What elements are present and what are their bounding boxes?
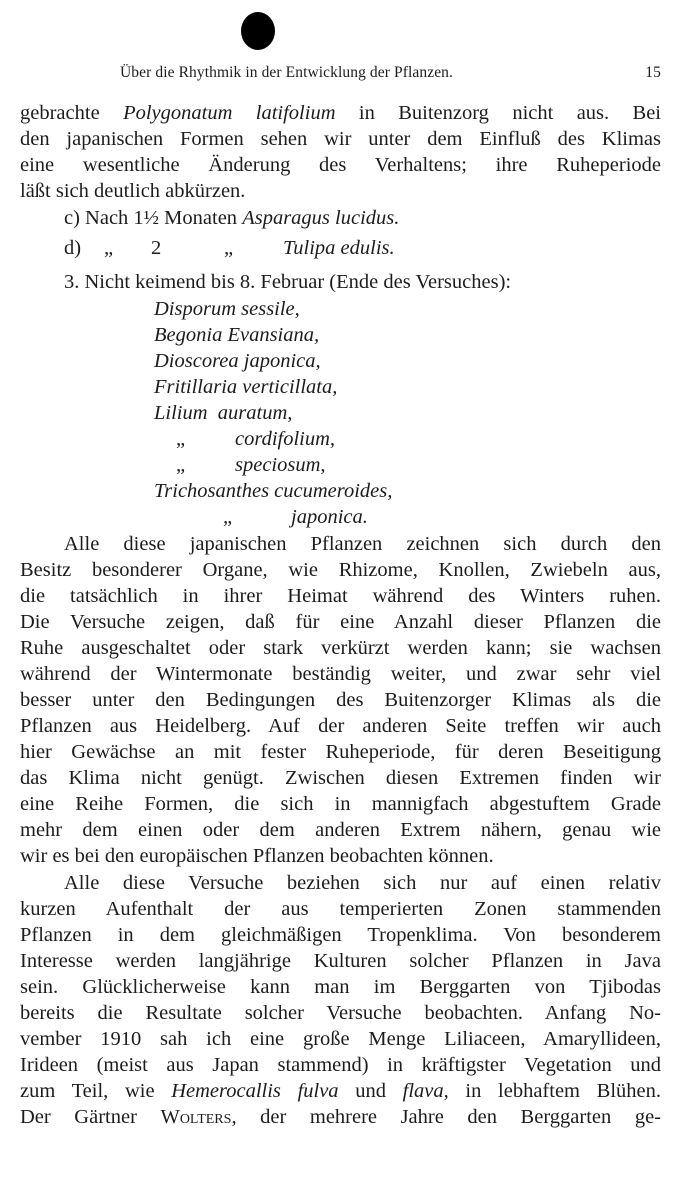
text-line: sein. Glücklicherweise kann man im Berggarten von Tjibodas <box>20 976 661 998</box>
ditto-mark: „ <box>224 237 234 259</box>
species-item: Trichosanthes cucumeroides, <box>154 480 393 502</box>
text-line: Alle diese Versuche beziehen sich nur auf einen relativ <box>64 872 661 894</box>
result-list <box>20 205 661 295</box>
text-line <box>20 1078 661 1104</box>
text-line: besser unter den Bedingungen des Buitenzorger Klimas als die <box>20 689 661 711</box>
list-item-3: 3. Nicht keimend bis 8. Februar (Ende des Versuches): <box>64 271 512 293</box>
species-list <box>20 296 661 530</box>
species-epithet: japonica. <box>291 506 368 528</box>
text-line <box>20 100 661 126</box>
text-span: d) <box>64 237 82 259</box>
text-line: hier Gewächse an mit fester Ruheperiode, für deren Beseitigung <box>20 741 661 763</box>
text-line: wir es bei den europäischen Pflanzen beobachten können. <box>20 845 494 867</box>
text-line: eine wesentliche Änderung des Verhaltens; ihre Ruheperiode <box>20 154 661 176</box>
species-item <box>20 452 661 478</box>
ditto-mark: „ <box>223 506 233 528</box>
text-line: Ruhe ausgeschaltet oder stark verkürzt werden kann; sie wachsen <box>20 637 661 659</box>
species-name: Asparagus lucidus. <box>242 207 400 229</box>
running-title: Über die Rhythmik in der Entwicklung der Pflanzen. <box>120 64 454 81</box>
species-item <box>20 426 661 452</box>
species-item: Dioscorea japonica, <box>154 350 321 372</box>
text-line: das Klima nicht genügt. Zwischen diesen Extremen finden wir <box>20 767 661 789</box>
text-line: bereits die Resultate solcher Versuche beobachten. Anfang No- <box>20 1002 661 1024</box>
text-line: Pflanzen aus Heidelberg. Auf der anderen Seite treffen wir auch <box>20 715 661 737</box>
ditto-mark: „ <box>176 454 186 476</box>
text-line: während der Wintermonate beständig weiter, und zwar sehr viel <box>20 663 661 685</box>
species-item: Lilium auratum, <box>154 402 293 424</box>
species-item: Disporum sessile, <box>154 298 300 320</box>
page-number: 15 <box>645 64 661 81</box>
text-span: 2 <box>151 237 162 259</box>
text-span: , der mehrere Jahre den Berggarten ge- <box>231 1106 661 1128</box>
person-name: Wolters <box>160 1106 232 1128</box>
species-item <box>20 504 661 530</box>
page-body <box>20 100 661 1130</box>
text-line: Irideen (meist aus Japan stammend) in kräftigster Vegetation und <box>20 1054 661 1076</box>
species-epithet: cordifolium, <box>235 428 336 450</box>
text-span: gebrachte <box>20 102 124 124</box>
text-span: und <box>338 1080 403 1102</box>
species-item: Begonia Evansiana, <box>154 324 320 346</box>
paragraph-3 <box>20 870 661 1130</box>
text-line: Die Versuche zeigen, daß für eine Anzahl dieser Pflanzen die <box>20 611 661 633</box>
text-line: die tatsächlich in ihrer Heimat während des Winters ruhen. <box>20 585 661 607</box>
punch-hole <box>241 12 275 50</box>
text-line: mehr dem einen oder dem anderen Extrem nähern, genau wie <box>20 819 661 841</box>
species-name: Hemerocallis fulva <box>171 1080 339 1102</box>
species-name: Tulipa edulis. <box>283 237 395 259</box>
list-item-d <box>20 235 661 261</box>
text-line: kurzen Aufenthalt der aus temperierten Zonen stammenden <box>20 898 661 920</box>
text-span: zum Teil, wie <box>20 1080 172 1102</box>
text-line: eine Reihe Formen, die sich in mannigfach abgestuftem Grade <box>20 793 661 815</box>
species-name: flava, <box>402 1080 449 1102</box>
text-line: Pflanzen in dem gleichmäßigen Tropenklima. Von besonderem <box>20 924 661 946</box>
species-item: Fritillaria verticillata, <box>154 376 338 398</box>
text-line: vember 1910 sah ich eine große Menge Liliaceen, Amaryllideen, <box>20 1028 661 1050</box>
species-epithet: speciosum, <box>235 454 326 476</box>
text-span: Der Gärtner <box>20 1106 161 1128</box>
text-line: Alle diese japanischen Pflanzen zeichnen sich durch den <box>64 533 661 555</box>
ditto-mark: „ <box>104 237 114 259</box>
paragraph-1 <box>20 100 661 204</box>
text-line: läßt sich deutlich abkürzen. <box>20 180 246 202</box>
text-span: c) Nach 1½ Monaten <box>64 207 243 229</box>
text-line: Interesse werden langjährige Kulturen solcher Pflanzen in Java <box>20 950 661 972</box>
text-span: in Buitenzorg nicht aus. Bei <box>335 102 662 124</box>
ditto-mark: „ <box>176 428 186 450</box>
paragraph-2 <box>20 531 661 869</box>
text-line: Besitz besonderer Organe, wie Rhizome, Knollen, Zwiebeln aus, <box>20 559 661 581</box>
species-name: Polygonatum latifolium <box>123 102 336 124</box>
text-line <box>20 1104 661 1130</box>
list-item-c <box>20 205 661 231</box>
text-span: in lebhaftem Blühen. <box>448 1080 661 1102</box>
text-line: den japanischen Formen sehen wir unter dem Einfluß des Klimas <box>20 128 661 150</box>
